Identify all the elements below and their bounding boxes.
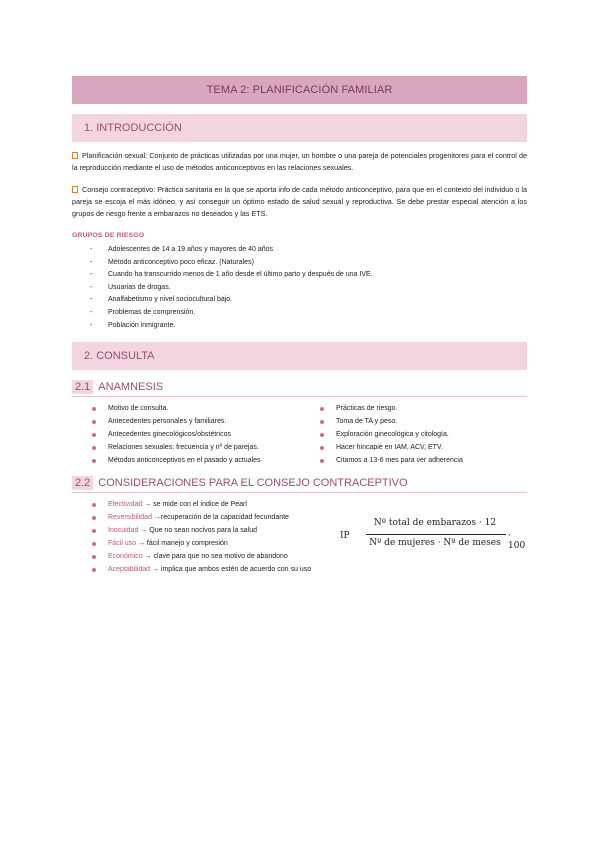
list-item: Antecedentes personales y familiares. [90,415,261,428]
list-item: - Adolescentes de 14 a 19 años y mayores de 40 años [90,244,373,257]
item-text: → fácil manejo y compresión [136,540,228,547]
page-title-text: TEMA 2: PLANIFICACIÓN FAMILIAR [206,84,393,96]
list-item: Antecedentes ginecológicos/obstétricos [90,428,261,441]
risk-groups-heading: GRUPOS DE RIESGO [72,232,145,239]
item-text: →recuperación de la capacidad fecundante [151,514,289,521]
formula-denominator: Nº de mujeres · Nº de meses [369,538,501,548]
list-item [90,563,311,576]
paragraph-planificacion [72,150,527,174]
list-item [90,511,311,524]
paragraph-label: Consejo contraceptivo: [82,185,156,194]
subsection-heading-anamnesis [72,380,163,394]
risk-groups-list [90,244,373,332]
anamnesis-list-left [90,402,261,467]
list-item: - Analfabetismo y nivel sociocultural bajo. [90,294,373,307]
subsection-title: ANAMNESIS [98,381,164,393]
paragraph-label: Planificación sexual: [82,151,148,160]
formula-lhs: IP [340,531,350,541]
item-term: Inocuidad [108,527,139,534]
item-text: → Que no sean nocivos para la salud [138,527,258,534]
subsection-rule [72,396,527,397]
list-item: - Población inmigrante. [90,320,373,333]
item-term: Efectividad [108,501,143,508]
item-term: Aceptabilidad [108,566,151,573]
section-heading-text: 2. CONSULTA [84,350,155,362]
subsection-number: 2.1 [72,380,93,394]
subsection-heading-consideraciones [72,476,408,490]
list-item: Toma de TA y peso. [318,415,463,428]
item-term: Reversibilidad [108,514,152,521]
subsection-number: 2.2 [72,476,93,490]
formula-multiplier: · 100 [508,531,526,551]
item-term: Fácil uso [108,540,137,547]
list-item [90,498,311,511]
pearl-index-formula [340,516,525,556]
box-icon [72,152,78,159]
list-item: Métodos anticonceptivos en el pasado y actuales [90,454,261,467]
list-item [90,550,311,563]
list-item: - Método anticonceptivo poco eficaz. (Naturales) [90,257,373,270]
section-heading-introduccion [72,114,527,142]
formula-fraction-line [366,534,506,535]
item-text: → clave para que no sea motivo de abandono [142,553,288,560]
subsection-title: CONSIDERACIONES PARA EL CONSEJO CONTRACEPTIVO [98,477,408,489]
box-icon [72,186,78,193]
section-heading-text: 1. INTRODUCCIÓN [84,122,182,134]
anamnesis-list-right [318,402,463,467]
item-text: → implica que ambos estén de acuerdo con su uso [150,566,312,573]
item-term: Económico [108,553,143,560]
list-item: Citamos a 13-6 mes para ver adherencia [318,454,463,467]
list-item [90,524,311,537]
item-text: → se mide con el índice de Pearl [142,501,247,508]
section-heading-consulta [72,342,527,370]
paragraph-consejo [72,184,527,219]
subsection-rule [72,492,527,493]
list-item: Relaciones sexuales: frecuencia y nº de parejas. [90,441,261,454]
list-item: Prácticas de riesgo. [318,402,463,415]
list-item: - Usuarias de drogas. [90,282,373,295]
list-item: - Problemas de comprensión. [90,307,373,320]
list-item: Hacer hincapié en IAM, ACV, ETV. [318,441,463,454]
list-item [90,537,311,550]
formula-numerator: Nº total de embarazos · 12 [373,518,497,528]
paragraph-text: Práctica sanitaria en la que se aporta info de cada método anticonceptivo, para que en el contexto del individuo o la pareja se escoja el más idóneo, y así conseguir un óptimo estado de salud sexual y reproductiva. Se debe prestar especial atención a los grupos de riesgo frente a embarazos no deseados y las ETS. [72,185,527,218]
consideraciones-list [90,498,311,576]
paragraph-text: Conjunto de prácticas utilizadas por una mujer, un hombre o una pareja de potenciales progenitores para el control de la reproducción mediante el uso de métodos anticonceptivos en las relaciones sexuales. [72,151,527,172]
list-item: - Cuando ha transcurrido menos de 1 año desde el último parto y después de una IVE. [90,269,373,282]
page-title [72,76,527,104]
list-item: Motivo de consulta. [90,402,261,415]
list-item: Exploración ginecológica y citología. [318,428,463,441]
